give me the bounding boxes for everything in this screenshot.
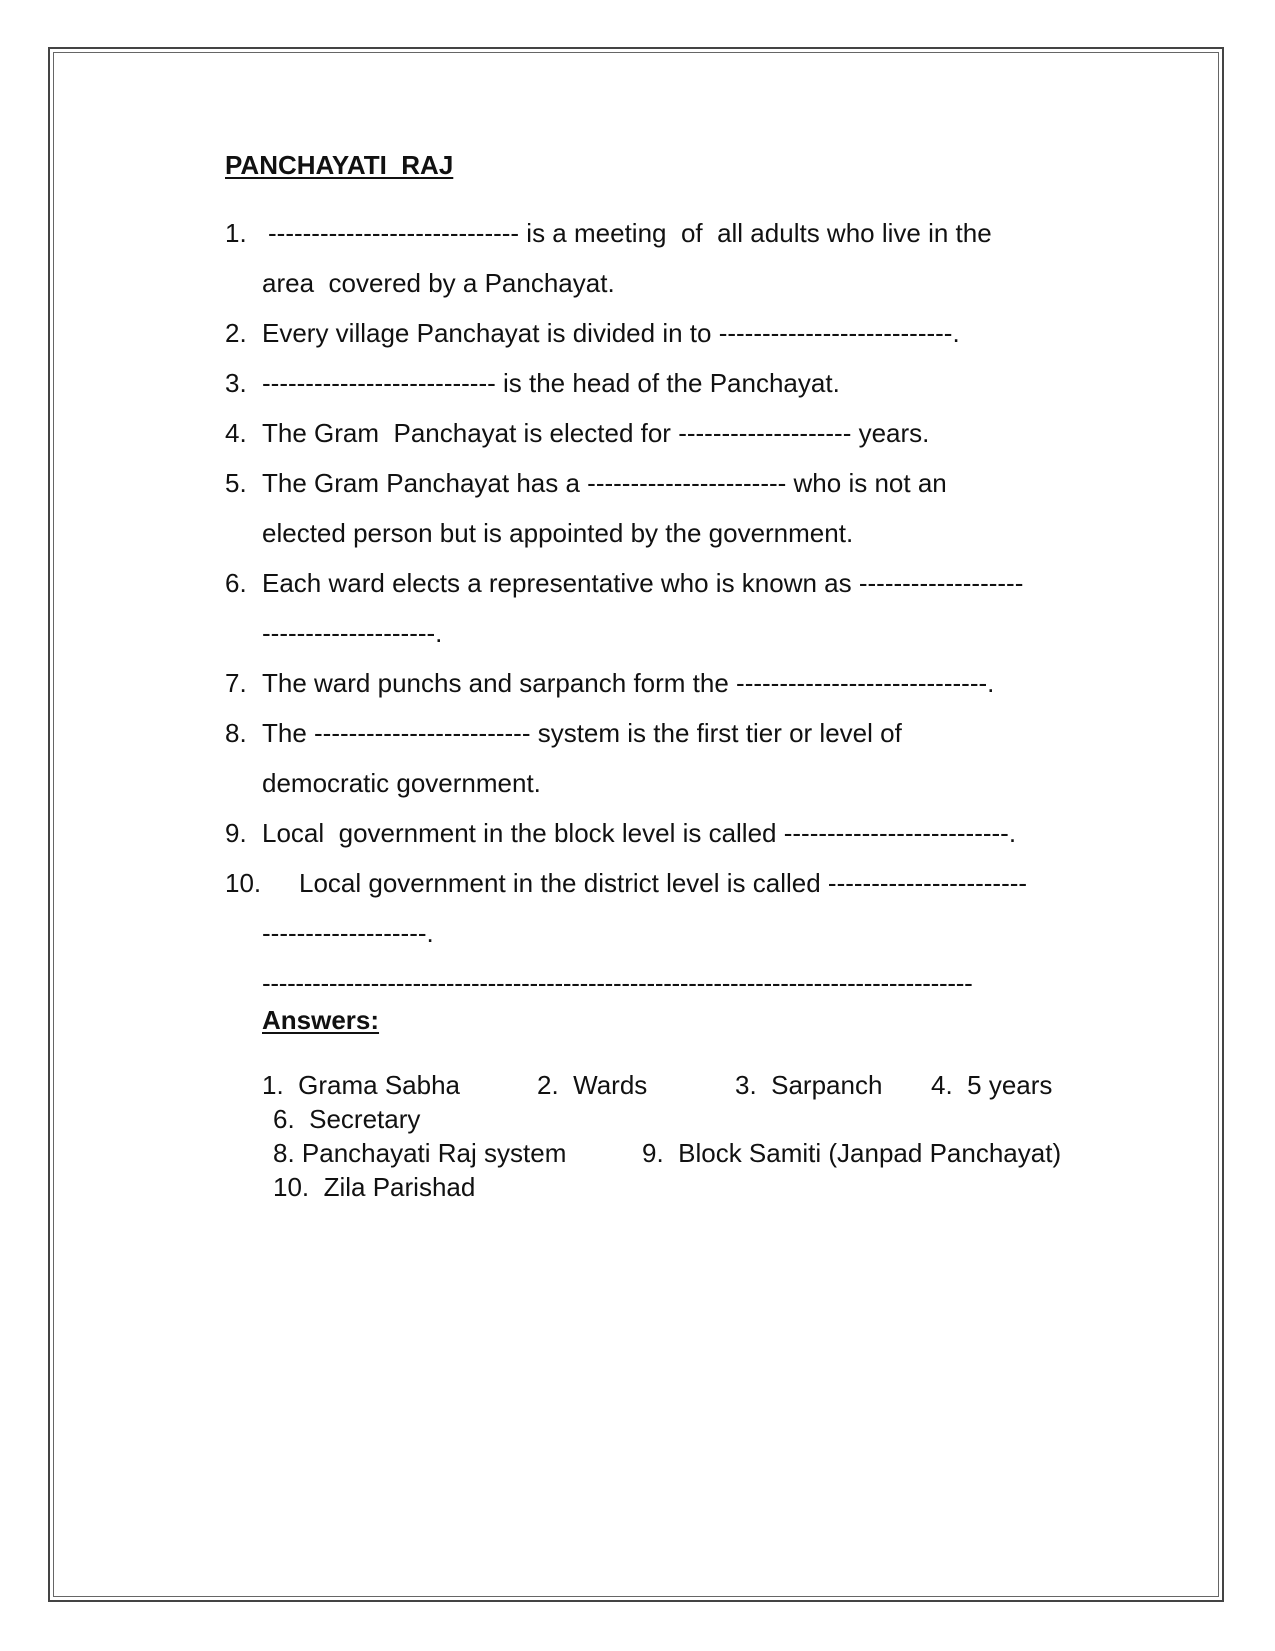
question-text: The Gram Panchayat is elected for -------------------- years. — [262, 418, 930, 448]
page-title: PANCHAYATI RAJ — [225, 150, 454, 180]
question-number: 2. — [225, 318, 247, 348]
answer-6: 6. Secretary — [273, 1104, 421, 1134]
answer-3: 3. Sarpanch — [735, 1070, 883, 1100]
question-text-cont: democratic government. — [262, 768, 541, 798]
question-number: 9. — [225, 818, 247, 848]
question-text: Local government in the block level is called --------------------------. — [262, 818, 1017, 848]
separator-dashes: ------------------------------------------------------------------------------------- — [262, 968, 973, 998]
question-text: Every village Panchayat is divided in to ---------------------------. — [262, 318, 960, 348]
question-text: --------------------------- is the head of the Panchayat. — [262, 368, 840, 398]
question-number: 10. — [225, 868, 262, 898]
question-text: The Gram Panchayat has a ----------------------- who is not an — [262, 468, 947, 498]
answer-1: 1. Grama Sabha — [262, 1070, 460, 1100]
question-text: Local government in the district level is called ----------------------- — [299, 868, 1028, 898]
answer-8: 8. Panchayati Raj system — [273, 1138, 567, 1168]
question-text-cont: area covered by a Panchayat. — [262, 268, 615, 298]
question-number: 6. — [225, 568, 247, 598]
answers-heading: Answers: — [262, 1005, 380, 1035]
answer-2: 2. Wards — [537, 1070, 648, 1100]
question-text: The ------------------------- system is the first tier or level of — [262, 718, 902, 748]
question-text-cont: -------------------. — [262, 918, 434, 948]
answer-9: 9. Block Samiti (Janpad Panchayat) — [642, 1138, 1062, 1168]
answer-4: 4. 5 years — [931, 1070, 1053, 1100]
question-number: 1. — [225, 218, 247, 248]
question-text: The ward punchs and sarpanch form the -----------------------------. — [262, 668, 995, 698]
question-text-cont: elected person but is appointed by the government. — [262, 518, 854, 548]
question-number: 5. — [225, 468, 247, 498]
question-number: 7. — [225, 668, 247, 698]
question-text-cont: --------------------. — [262, 618, 443, 648]
question-text: Each ward elects a representative who is known as ------------------- — [262, 568, 1024, 598]
question-number: 3. — [225, 368, 247, 398]
question-text: ----------------------------- is a meeting of all adults who live in the — [268, 218, 992, 248]
answer-10: 10. Zila Parishad — [273, 1172, 476, 1202]
question-number: 8. — [225, 718, 247, 748]
question-number: 4. — [225, 418, 247, 448]
